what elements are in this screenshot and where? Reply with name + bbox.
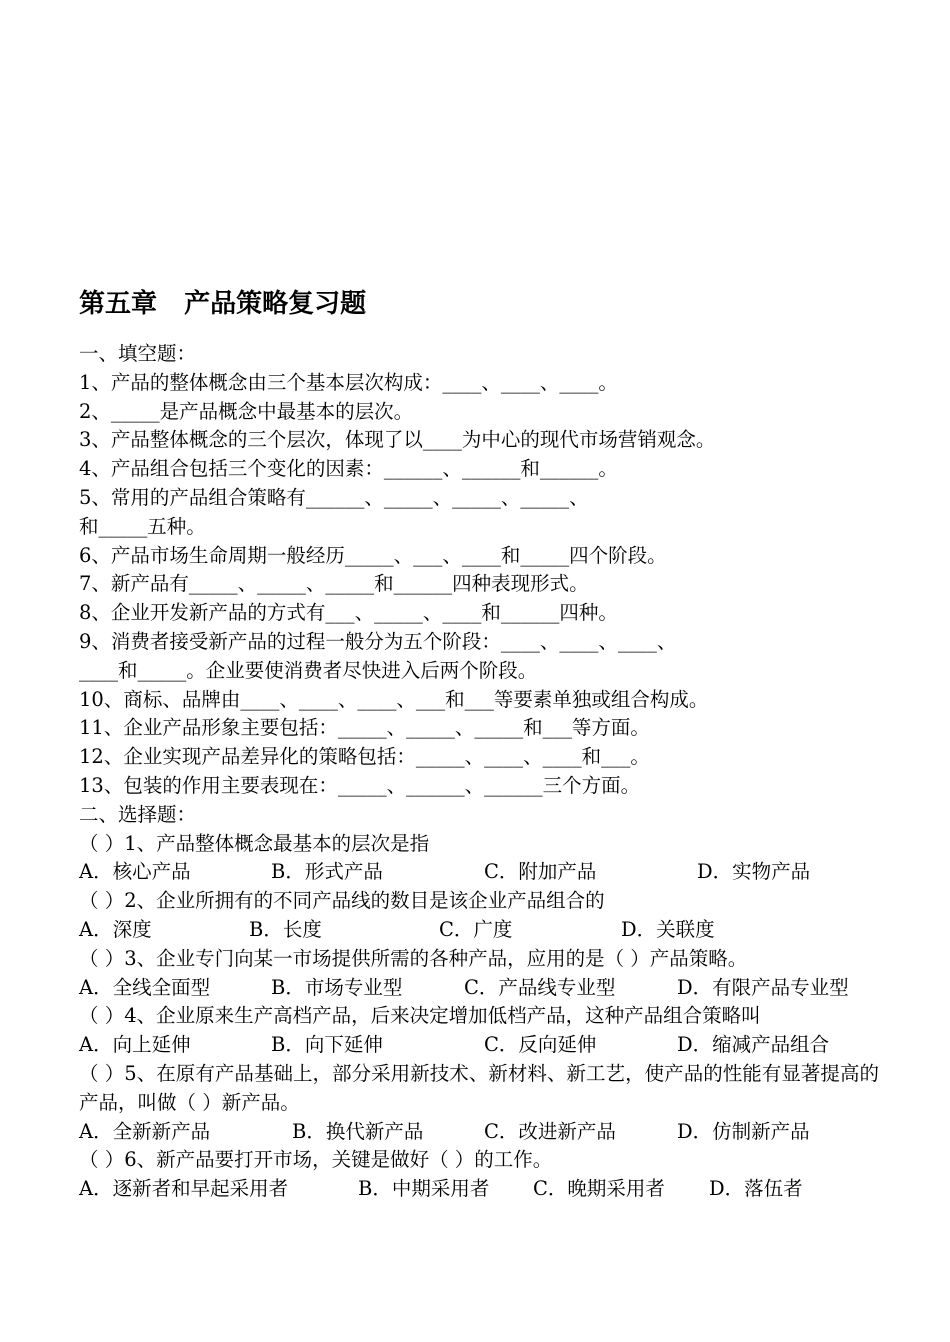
fill-item-2: 2、_____是产品概念中最基本的层次。: [79, 399, 414, 423]
option-a: A．核心产品: [79, 860, 191, 884]
section-heading-fill: 一、填空题：: [79, 342, 197, 365]
fill-item-6: 6、产品市场生命周期一般经历_____、___、____和_____四个阶段。: [79, 543, 667, 567]
fill-item-5-cont: 和_____五种。: [79, 514, 206, 538]
option-d: D．落伍者: [709, 1177, 803, 1201]
option-a: A．逐新者和早起采用者: [79, 1177, 289, 1201]
fill-item-13: 13、包装的作用主要表现在：_____、______、______三个方面。: [79, 773, 641, 797]
question-5-options: [79, 1118, 879, 1147]
question-1-options: [79, 858, 879, 887]
option-c: C．广度: [439, 917, 513, 941]
option-c: C．反向延伸: [484, 1033, 597, 1057]
fill-item-10: 10、商标、品牌由____、____、____、___和___等要素单独或组合构成。: [79, 687, 709, 711]
section-heading-choice: 二、选择题：: [79, 802, 197, 826]
option-d: D．关联度: [621, 917, 715, 941]
option-a: A．全线全面型: [79, 975, 211, 999]
option-d: D．缩减产品组合: [677, 1033, 830, 1057]
fill-item-9-cont: ____和_____。企业要使消费者尽快进入后两个阶段。: [79, 658, 538, 682]
fill-item-1: 1、产品的整体概念由三个基本层次构成：____、____、____。: [79, 370, 618, 394]
fill-item-12: 12、企业实现产品差异化的策略包括：_____、____、____和___。: [79, 745, 650, 769]
question-6-options: [79, 1175, 879, 1204]
fill-item-9: 9、消费者接受新产品的过程一般分为五个阶段：____、____、____、: [79, 629, 677, 653]
question-2: （ ）2、企业所拥有的不同产品线的数目是该企业产品组合的: [79, 889, 605, 913]
question-6: （ ）6、新产品要打开市场，关键是做好（ ）的工作。: [79, 1148, 553, 1172]
option-b: B．中期采用者: [358, 1177, 490, 1201]
option-c: C．晚期采用者: [533, 1177, 665, 1201]
option-b: B．向下延伸: [271, 1033, 383, 1057]
fill-item-11: 11、企业产品形象主要包括：_____、_____、_____和___等方面。: [79, 716, 650, 740]
option-b: B．长度: [249, 917, 322, 941]
fill-item-7: 7、新产品有_____、_____、_____和______四种表现形式。: [79, 572, 589, 596]
option-a: A．深度: [79, 917, 152, 941]
fill-item-8: 8、企业开发新产品的方式有___、_____、____和______四种。: [79, 601, 618, 625]
option-d: D．实物产品: [697, 860, 811, 884]
option-c: C．改进新产品: [484, 1119, 616, 1143]
option-c: C．产品线专业型: [464, 975, 616, 999]
option-b: B．市场专业型: [271, 975, 403, 999]
option-b: B．换代新产品: [292, 1119, 424, 1143]
fill-item-3: 3、产品整体概念的三个层次，体现了以____为中心的现代市场营销观念。: [79, 428, 716, 452]
fill-item-4: 4、产品组合包括三个变化的因素：______、______和______。: [79, 457, 618, 481]
option-a: A．全新新产品: [79, 1119, 211, 1143]
document-content: [79, 286, 879, 1204]
question-4: （ ）4、企业原来生产高档产品，后来决定增加低档产品，这种产品组合策略叫: [79, 1004, 761, 1028]
option-d: D．有限产品专业型: [677, 975, 849, 999]
question-5: （ ）5、在原有产品基础上，部分采用新技术、新材料、新工艺，使产品的性能有显著提高的产品，叫做（ ）新产品。: [79, 1061, 879, 1114]
option-a: A．向上延伸: [79, 1033, 191, 1057]
question-2-options: [79, 916, 879, 945]
fill-item-5: 5、常用的产品组合策略有______、_____、_____、_____、: [79, 485, 589, 509]
option-b: B．形式产品: [271, 860, 383, 884]
question-4-options: [79, 1031, 879, 1060]
option-c: C．附加产品: [484, 860, 597, 884]
question-3: （ ）3、企业专门向某一市场提供所需的各种产品，应用的是（ ）产品策略。: [79, 946, 748, 970]
question-3-options: [79, 974, 879, 1003]
option-d: D．仿制新产品: [677, 1119, 810, 1143]
page-title: 第五章 产品策略复习题: [79, 289, 367, 319]
question-1: （ ）1、产品整体概念最基本的层次是指: [79, 831, 430, 855]
